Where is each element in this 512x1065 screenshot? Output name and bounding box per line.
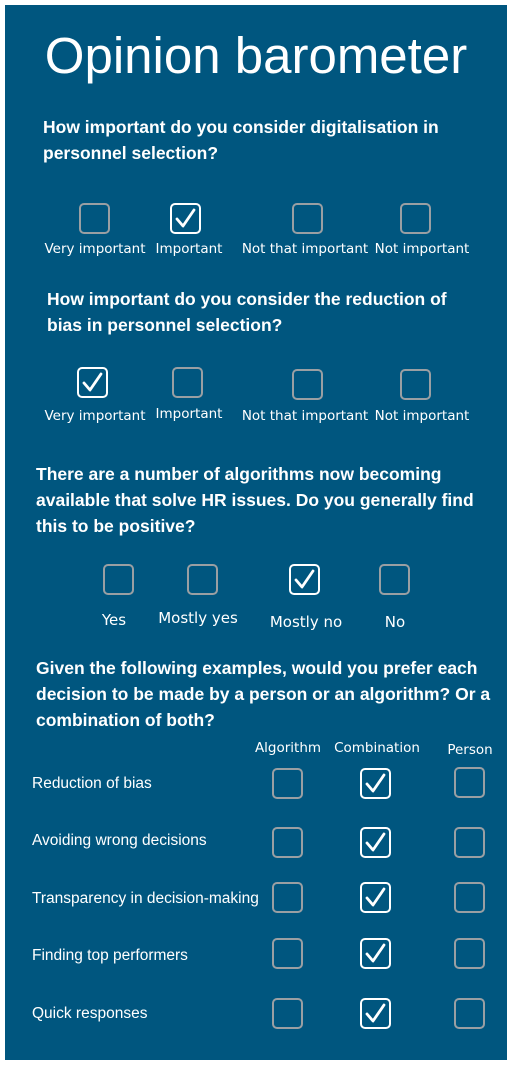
- checkmark-icon: [291, 566, 318, 593]
- row-2-algorithm-checkbox[interactable]: [272, 827, 303, 858]
- question-2-text: How important do you consider the reduction of bias in personnel selection?: [47, 289, 447, 335]
- q2-option-not-important-checkbox[interactable]: [400, 369, 431, 400]
- q3-option-label: Yes: [101, 611, 127, 629]
- row-1-algorithm-checkbox[interactable]: [272, 768, 303, 799]
- row-4-combination-checkbox[interactable]: [360, 938, 391, 969]
- q3-option-mostly-yes-checkbox[interactable]: [187, 564, 218, 595]
- q2-option-not-that-important-checkbox[interactable]: [292, 369, 323, 400]
- checkmark-icon: [79, 369, 106, 396]
- checkmark-icon: [362, 1000, 389, 1027]
- column-header-combination: Combination: [334, 740, 420, 756]
- matrix-row-label: Avoiding wrong decisions: [32, 832, 207, 849]
- q1-option-very-important-checkbox[interactable]: [79, 203, 110, 234]
- row-4-algorithm-checkbox[interactable]: [272, 938, 303, 969]
- matrix-row-label: Reduction of bias: [32, 775, 152, 792]
- checkmark-icon: [362, 770, 389, 797]
- q3-option-label: Mostly yes: [158, 609, 238, 627]
- checkmark-icon: [362, 884, 389, 911]
- q2-option-label: Important: [155, 406, 223, 422]
- q1-option-not-important-checkbox[interactable]: [400, 203, 431, 234]
- page-title: Opinion barometer: [44, 27, 468, 84]
- row-5-person-checkbox[interactable]: [454, 998, 485, 1029]
- question-1-text: How important do you consider digitalisation in personnel selection?: [43, 117, 439, 163]
- q3-option-no-checkbox[interactable]: [379, 564, 410, 595]
- row-2-combination-checkbox[interactable]: [360, 827, 391, 858]
- row-3-combination-checkbox[interactable]: [360, 882, 391, 913]
- q3-option-mostly-no-checkbox[interactable]: [289, 564, 320, 595]
- q3-option-label: No: [384, 613, 406, 631]
- matrix-row-label: Quick responses: [32, 1005, 148, 1022]
- q1-option-important-checkbox[interactable]: [170, 203, 201, 234]
- checkmark-icon: [362, 940, 389, 967]
- q2-option-label: Very important: [44, 408, 146, 424]
- q1-option-label: Not that important: [241, 241, 369, 257]
- row-5-algorithm-checkbox[interactable]: [272, 998, 303, 1029]
- matrix-row-label: Transparency in decision-making: [32, 890, 259, 907]
- row-2-person-checkbox[interactable]: [454, 827, 485, 858]
- q2-option-label: Not that important: [241, 408, 369, 424]
- row-3-person-checkbox[interactable]: [454, 882, 485, 913]
- column-header-algorithm: Algorithm: [254, 740, 322, 756]
- q3-option-yes-checkbox[interactable]: [103, 564, 134, 595]
- q1-option-label: Very important: [44, 241, 146, 257]
- q3-option-label: Mostly no: [269, 613, 343, 631]
- question-3-text: There are a number of algorithms now becoming available that solve HR issues. Do you generally find this to be positive?: [36, 464, 474, 536]
- checkmark-icon: [362, 829, 389, 856]
- q1-option-not-that-important-checkbox[interactable]: [292, 203, 323, 234]
- question-4-text: Given the following examples, would you prefer each decision to be made by a person or an algorithm? Or a combination of both?: [36, 658, 491, 730]
- row-1-combination-checkbox[interactable]: [360, 768, 391, 799]
- matrix-row-label: Finding top performers: [32, 947, 188, 964]
- q1-option-label: Not important: [374, 241, 470, 257]
- row-1-person-checkbox[interactable]: [454, 767, 485, 798]
- q2-option-important-checkbox[interactable]: [172, 367, 203, 398]
- opinion-barometer-panel: [5, 5, 507, 1060]
- row-4-person-checkbox[interactable]: [454, 938, 485, 969]
- row-3-algorithm-checkbox[interactable]: [272, 882, 303, 913]
- row-5-combination-checkbox[interactable]: [360, 998, 391, 1029]
- q2-option-very-important-checkbox[interactable]: [77, 367, 108, 398]
- q1-option-label: Important: [155, 241, 223, 257]
- q2-option-label: Not important: [374, 408, 470, 424]
- checkmark-icon: [172, 205, 199, 232]
- column-header-person: Person: [447, 742, 493, 758]
